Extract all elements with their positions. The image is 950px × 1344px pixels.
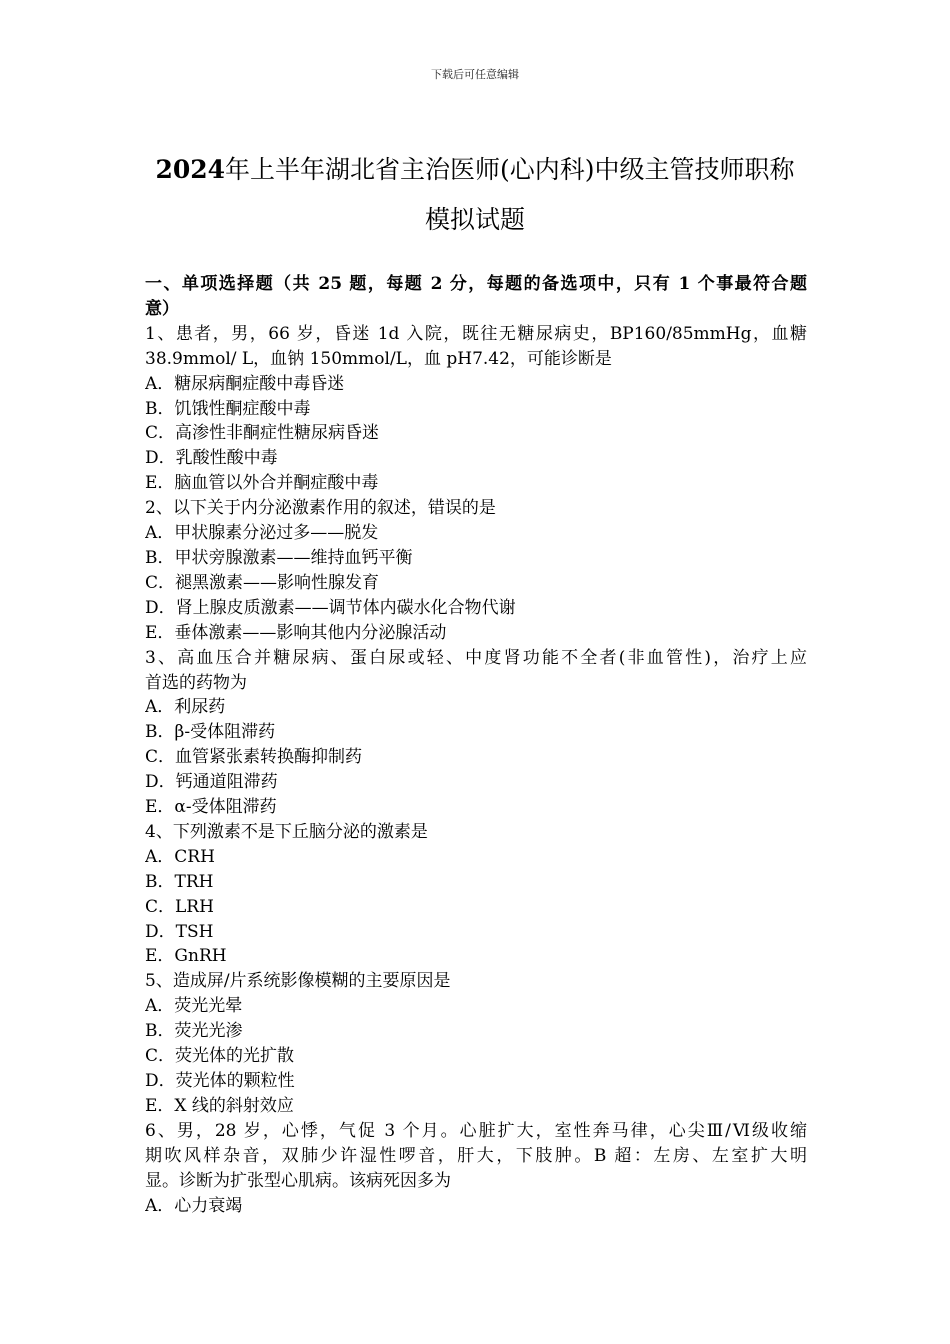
question-stem-line: 6、男，28 岁，心悸，气促 3 个月。心脏扩大，室性奔马律，心尖Ⅲ/Ⅵ级收缩 [145, 1120, 807, 1141]
answer-option: D．乳酸性酸中毒 [145, 448, 278, 469]
answer-option: D．TSH [145, 921, 214, 942]
answer-option: A．CRH [145, 846, 215, 867]
answer-option: C．高渗性非酮症性糖尿病昏迷 [145, 423, 380, 444]
answer-option: E．脑血管以外合并酮症酸中毒 [145, 473, 379, 494]
answer-option: B．荧光光渗 [145, 1021, 243, 1042]
page-title [100, 145, 850, 245]
question-stem-line: 2、以下关于内分泌激素作用的叙述，错误的是 [145, 498, 496, 519]
answer-option: A．甲状腺素分泌过多——脱发 [145, 523, 379, 544]
title-year: 2024 [155, 155, 226, 184]
question-6 [145, 1119, 807, 1219]
document-body [145, 272, 807, 1218]
question-stem-line: 显。诊断为扩张型心肌病。该病死因多为 [145, 1170, 451, 1191]
question-stem-line: 5、造成屏/片系统影像模糊的主要原因是 [145, 971, 451, 992]
question-stem-line: 首选的药物为 [145, 672, 247, 693]
title-line-1 [100, 145, 850, 195]
answer-option: C．荧光体的光扩散 [145, 1046, 295, 1067]
title-line-1-text: 年上半年湖北省主治医师(心内科)中级主管技师职称 [225, 155, 795, 184]
answer-option: D．肾上腺皮质激素——调节体内碳水化合物代谢 [145, 597, 516, 618]
answer-option: E．X 线的斜射效应 [145, 1095, 294, 1116]
answer-option: B．TRH [145, 871, 214, 892]
answer-option: A．荧光光晕 [145, 996, 243, 1017]
answer-option: D．荧光体的颗粒性 [145, 1071, 295, 1091]
page-header: 下载后可任意编辑 [431, 68, 519, 81]
answer-option: C．血管紧张素转换酶抑制药 [145, 747, 363, 768]
question-4 [145, 820, 807, 969]
question-stem-line: 38.9mmol/ L，血钠 150mmol/L，血 pH7.42，可能诊断是 [145, 348, 612, 369]
question-1 [145, 322, 807, 496]
answer-option: E．垂体激素——影响其他内分泌腺活动 [145, 622, 447, 643]
question-stem-line: 3、高血压合并糖尿病、蛋白尿或轻、中度肾功能不全者(非血管性)，治疗上应 [145, 647, 807, 668]
answer-option: B．饥饿性酮症酸中毒 [145, 398, 311, 419]
section-heading-line-1: 一、单项选择题（共 25 题，每题 2 分，每题的备选项中，只有 1 个事最符合题 [145, 274, 807, 294]
question-stem-line: 期吹风样杂音，双肺少许湿性啰音，肝大，下肢肿。B 超：左房、左室扩大明 [145, 1145, 807, 1166]
answer-option: D．钙通道阻滞药 [145, 772, 278, 793]
answer-option: C．褪黑激素——影响性腺发育 [145, 572, 380, 593]
answer-option: C．LRH [145, 896, 214, 917]
answer-option: A．利尿药 [145, 697, 226, 718]
question-3 [145, 646, 807, 820]
answer-option: A．糖尿病酮症酸中毒昏迷 [145, 373, 345, 394]
answer-option: E．α-受体阻滞药 [145, 797, 277, 818]
title-line-2: 模拟试题 [424, 205, 525, 234]
question-stem-line: 1、患者，男，66 岁，昏迷 1d 入院，既往无糖尿病史，BP160/85mmHg，血糖 [145, 323, 807, 344]
question-5 [145, 969, 807, 1118]
answer-option: B．甲状旁腺激素——维持血钙平衡 [145, 547, 413, 568]
section-heading-line-2: 意） [145, 298, 179, 319]
question-stem-line: 4、下列激素不是下丘脑分泌的激素是 [145, 821, 428, 842]
answer-option: E．GnRH [145, 946, 227, 967]
answer-option: A．心力衰竭 [145, 1195, 243, 1216]
question-2 [145, 496, 807, 645]
answer-option: B．β-受体阻滞药 [145, 722, 276, 743]
